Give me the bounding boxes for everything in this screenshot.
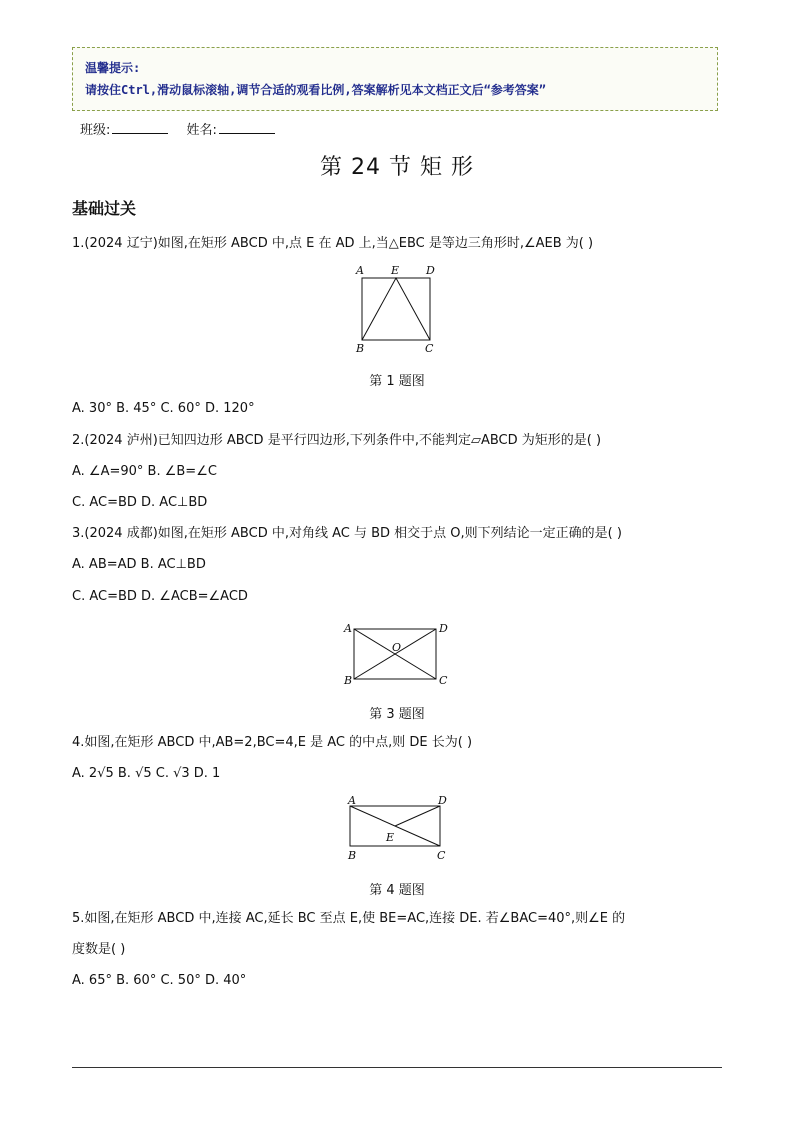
q1-label-e: E — [391, 264, 400, 277]
q4-label-d: D — [438, 794, 447, 807]
q4-figure — [340, 793, 455, 865]
section-heading: 基础过关 — [72, 199, 137, 218]
q3-options-row1: A. AB=AD B. AC⊥BD — [72, 557, 206, 572]
q1-stem: 1.(2024 辽宁)如图,在矩形 ABCD 中,点 E 在 AD 上,当△EBC 是等边三角形时,∠AEB 为( ) — [72, 236, 594, 251]
q1-rectangle — [362, 278, 430, 340]
q3-label-o: O — [392, 641, 402, 654]
q3-stem: 3.(2024 成都)如图,在矩形 ABCD 中,对角线 AC 与 BD 相交于点 O,则下列结论一定正确的是( ) — [72, 526, 622, 541]
class-label: 班级: — [80, 123, 111, 138]
q4-label-c: C — [437, 849, 446, 862]
q4-label-a: A — [348, 794, 356, 807]
q3-label-b: B — [344, 674, 353, 687]
q5-stem-line1: 5.如图,在矩形 ABCD 中,连接 AC,延长 BC 至点 E,使 BE=AC,连接 DE. 若∠BAC=40°,则∠E 的 — [72, 911, 626, 926]
q1-triangle — [362, 278, 430, 340]
class-name-line — [80, 119, 289, 138]
q2-stem: 2.(2024 泸州)已知四边形 ABCD 是平行四边形,下列条件中,不能判定▱ABCD 为矩形的是( ) — [72, 433, 602, 448]
q1-label-b: B — [356, 342, 365, 355]
q3-options-row2: C. AC=BD D. ∠ACB=∠ACD — [72, 589, 248, 604]
q2-options-row1: A. ∠A=90° B. ∠B=∠C — [72, 464, 217, 479]
class-blank[interactable] — [112, 121, 168, 134]
page-title: 第 24 节 矩 形 — [320, 155, 474, 180]
q1-options: A. 30° B. 45° C. 60° D. 120° — [72, 401, 255, 416]
q2-options-row2: C. AC=BD D. AC⊥BD — [72, 495, 208, 510]
tip-body: 请按住Ctrl,滑动鼠标滚轴,调节合适的观看比例,答案解析见本文档正文后“参考答案” — [85, 83, 547, 97]
q1-label-c: C — [425, 342, 434, 355]
q3-caption: 第 3 题图 — [369, 707, 425, 722]
q3-label-a: A — [344, 622, 352, 635]
tip-box — [72, 47, 718, 111]
footer-rule — [72, 1067, 722, 1068]
q3-label-d: D — [439, 622, 448, 635]
q4-stem: 4.如图,在矩形 ABCD 中,AB=2,BC=4,E 是 AC 的中点,则 DE 长为( ) — [72, 735, 473, 750]
q4-label-b: B — [348, 849, 357, 862]
q1-figure — [350, 262, 446, 356]
q5-stem-line2: 度数是( ) — [72, 942, 126, 957]
q4-segment-de — [395, 806, 440, 826]
name-blank[interactable] — [219, 121, 275, 134]
q1-caption: 第 1 题图 — [369, 374, 425, 389]
q4-options: A. 2√5 B. √5 C. √3 D. 1 — [72, 766, 221, 781]
tip-title: 温馨提示: — [85, 61, 141, 75]
q1-label-d: D — [426, 264, 435, 277]
name-label: 姓名: — [186, 123, 217, 138]
q3-figure — [340, 620, 455, 690]
q5-options: A. 65° B. 60° C. 50° D. 40° — [72, 973, 247, 988]
q4-caption: 第 4 题图 — [369, 883, 425, 898]
q1-label-a: A — [356, 264, 364, 277]
q4-label-e: E — [386, 831, 395, 844]
q3-label-c: C — [439, 674, 448, 687]
